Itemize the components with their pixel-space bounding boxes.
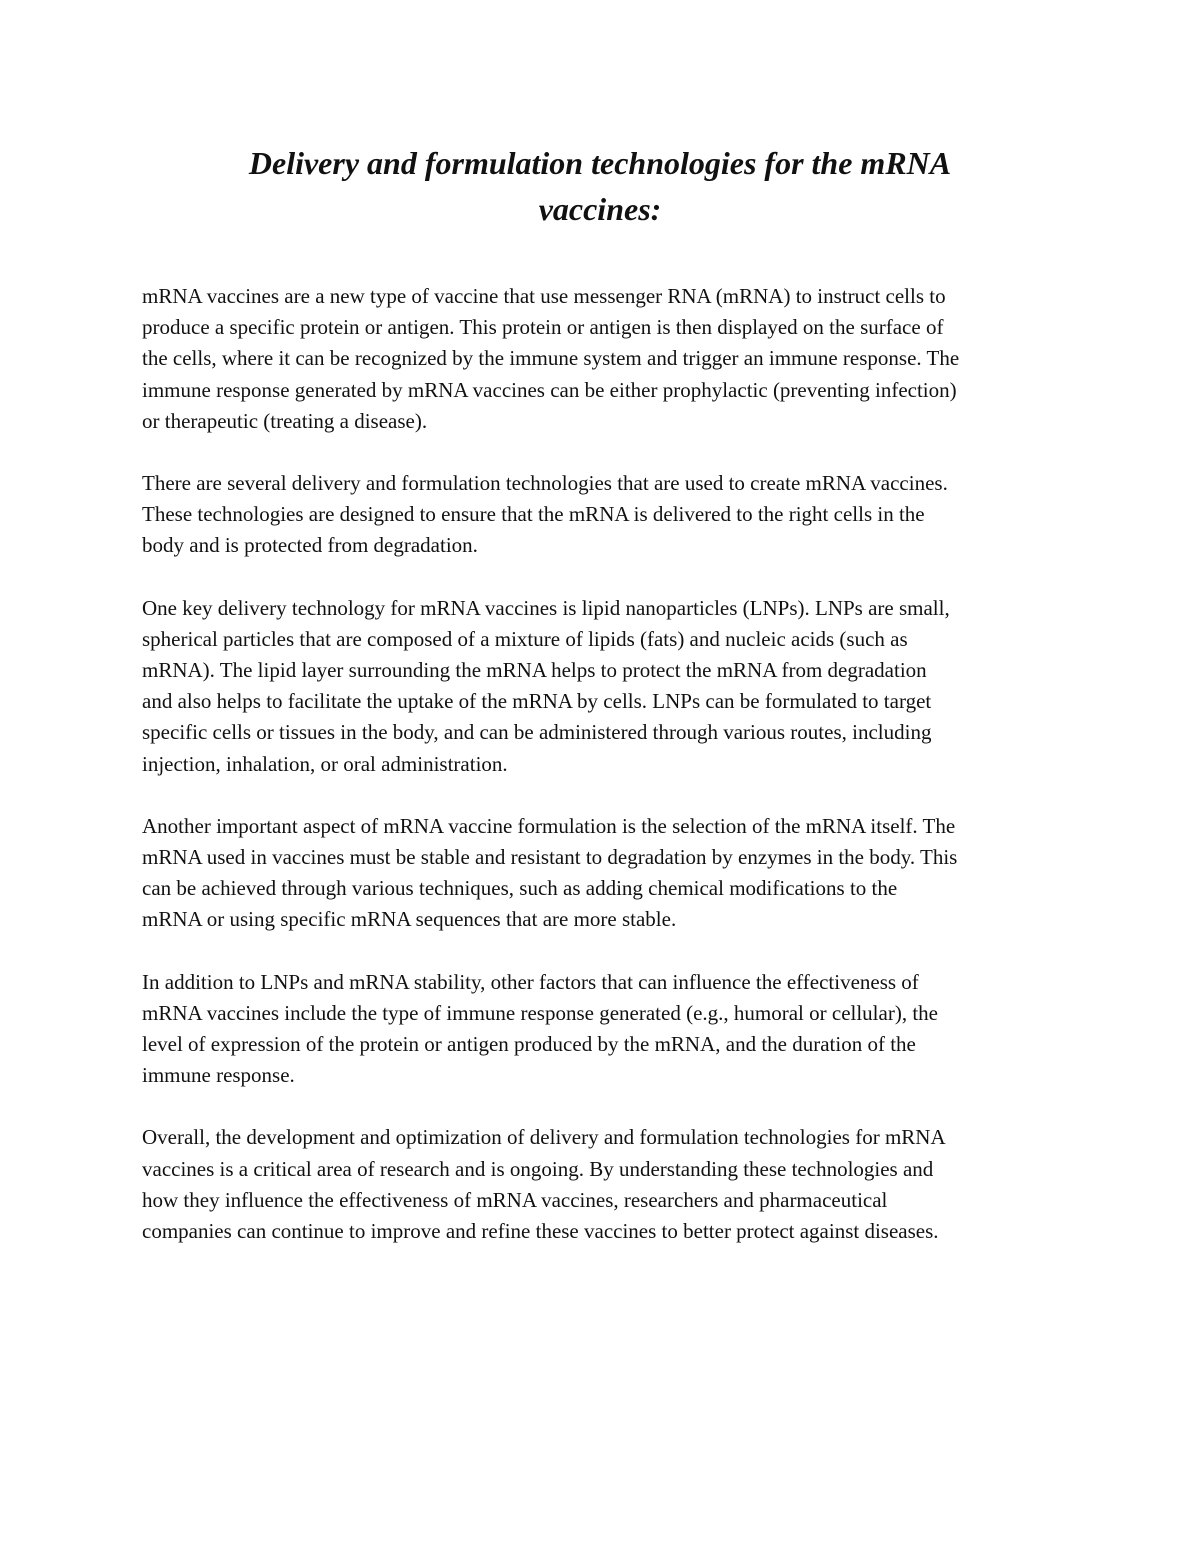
document-title: Delivery and formulation technologies for the mRNA vaccines:	[248, 145, 952, 227]
paragraph-other-factors: In addition to LNPs and mRNA stability, other factors that can influence the effectiveness of mRNA vaccines include the type of immune response generated (e.g., humoral or cellular), the level of expression of the protein or antigen produced by the mRNA, and the duration of the immune response.	[142, 969, 938, 1088]
paragraph-lipid-nanoparticles: One key delivery technology for mRNA vaccines is lipid nanoparticles (LNPs). LNPs are small, spherical particles that are composed of a mixture of lipids (fats) and nucleic acids (such as mRNA). The lipid layer surrounding the mRNA helps to protect the mRNA from degradation and also helps to facilitate the uptake of the mRNA by cells. LNPs can be formulated to target specific cells or tissues in the body, and can be administered through various routes, including injection, inhalation, or oral administration.	[142, 595, 950, 776]
document-body	[142, 281, 1072, 1278]
paragraph-intro: mRNA vaccines are a new type of vaccine that use messenger RNA (mRNA) to instruct cells to produce a specific protein or antigen. This protein or antigen is then displayed on the surface of the cells, where it can be recognized by the immune system and trigger an immune response. The immune response generated by mRNA vaccines can be either prophylactic (preventing infection) or therapeutic (treating a disease).	[142, 284, 960, 433]
paragraph-conclusion: Overall, the development and optimization of delivery and formulation technologies for mRNA vaccines is a critical area of research and is ongoing. By understanding these technologies and how they influence the effectiveness of mRNA vaccines, researchers and pharmaceutical companies can continue to improve and refine these vaccines to better protect against diseases.	[142, 1125, 946, 1244]
paragraph-technologies-overview: There are several delivery and formulation technologies that are used to create mRNA vaccines. These technologies are designed to ensure that the mRNA is delivered to the right cells in the body and is protected from degradation.	[142, 471, 948, 558]
paragraph-mrna-selection: Another important aspect of mRNA vaccine formulation is the selection of the mRNA itself. The mRNA used in vaccines must be stable and resistant to degradation by enzymes in the body. This can be achieved through various techniques, such as adding chemical modifications to the mRNA or using specific mRNA sequences that are more stable.	[142, 813, 958, 932]
